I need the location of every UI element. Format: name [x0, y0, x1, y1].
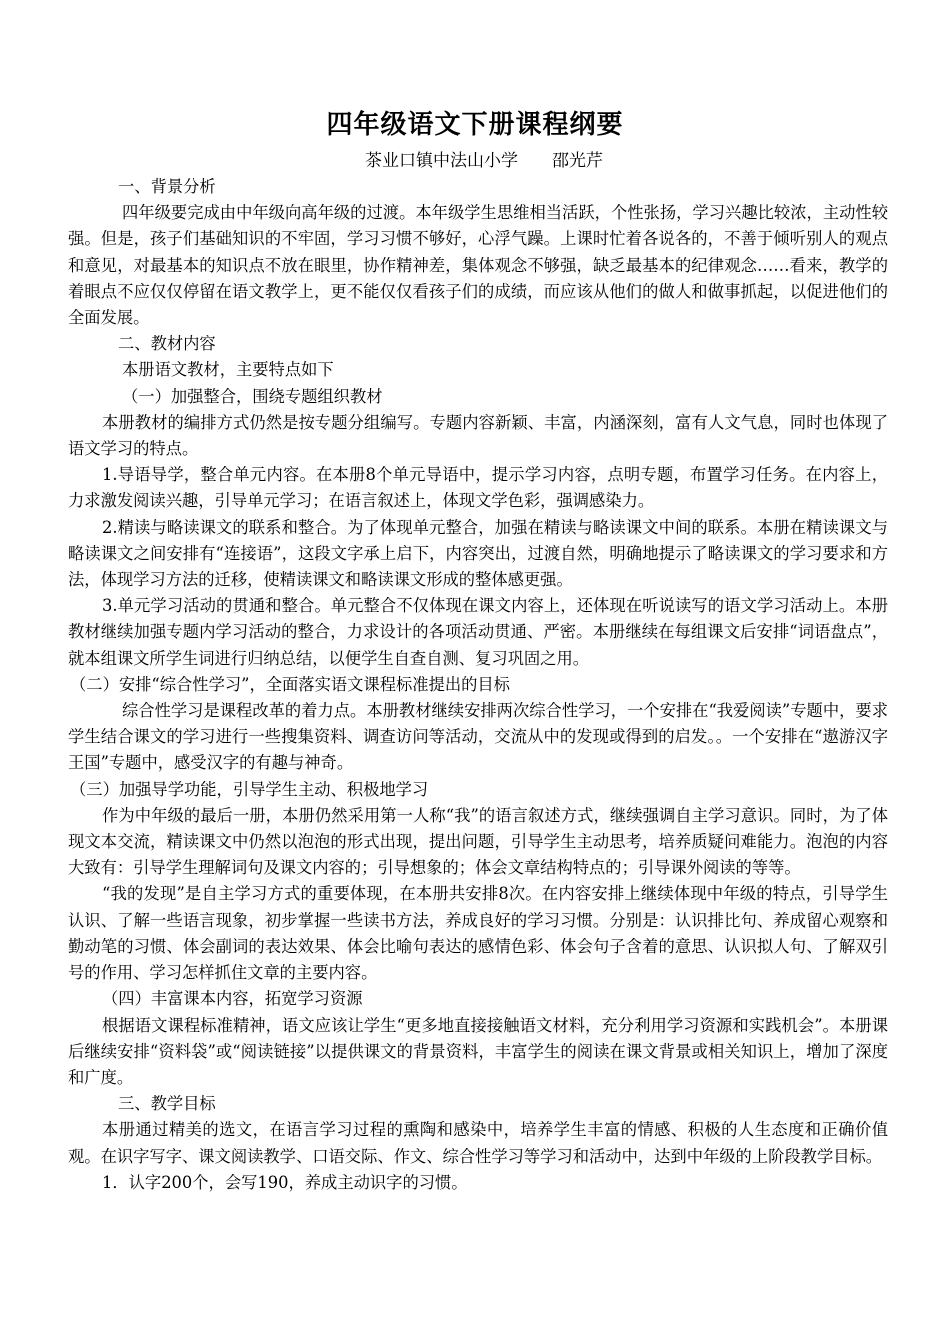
subsection-heading: （二）安排“综合性学习”，全面落实语文课程标准提出的目标 [70, 674, 510, 694]
paragraph: 四年级要完成由中年级向高年级的过渡。本年级学生思维相当活跃，个性张扬，学习兴趣比较浓，主动性较强。但是，孩子们基础知识的不牢固，学习习惯不够好，心浮气躁。上课时忙着各说各的，不善于倾听别人的观点和意见，对最基本的知识点不放在眼里，协作精神差，集体观念不够强，缺乏最基本的纪律观念……看来，教学的着眼点不应仅仅停留在语文教学上，更不能仅仅看孩子们的成绩，而应该从他们的做人和做事抓起，以促进他们的全面发展。 [68, 203, 888, 328]
paragraph: “我的发现”是自主学习方式的重要体现，在本册共安排8次。在内容安排上继续体现中年级的特点，引导学生认识、了解一些语言现象，初步掌握一些读书方法，养成良好的学习习惯。分别是：认识排比句、养成留心观察和勤动笔的习惯、体会副词的表达效果、体会比喻句表达的感情色彩、体会句子含着的意思、认识拟人句、了解双引号的作用、学习怎样抓住文章的主要内容。 [68, 884, 888, 983]
paragraph: 2.精读与略读课文的联系和整合。为了体现单元整合，加强在精读与略读课文中间的联系。本册在精读课文与略读课文之间安排有“连接语”，这段文字承上启下，内容突出，过渡自然，明确地提示了略读课文的学习要求和方法，体现学习方法的迁移，使精读课文和略读课文形成的整体感更强。 [68, 517, 888, 590]
paragraph: 本册通过精美的选文，在语言学习过程的熏陶和感染中，培养学生丰富的情感、积极的人生态度和正确价值观。在识字写字、课文阅读教学、口语交际、作文、综合性学习等学习和活动中，达到中年级的上阶段教学目标。 [68, 1120, 888, 1166]
paragraph: 综合性学习是课程改革的着力点。本册教材继续安排两次综合性学习，一个安排在“我爱阅读”专题中，要求学生结合课文的学习进行一些搜集资料、调查访问等活动，交流从中的发现或得到的启发。。一个安排在“遨游汉字王国”专题中，感受汉字的有趣与神奇。 [68, 701, 888, 773]
paragraph: 作为中年级的最后一册，本册仍然采用第一人称“我”的语言叙述方式，继续强调自主学习意识。同时，为了体现文本交流，精读课文中仍然以泡泡的形式出现，提出问题，引导学生主动思考，培养质疑问难能力。泡泡的内容大致有：引导学生理解词句及课文内容的；引导想象的；体会文章结构特点的；引导课外阅读的等等。 [68, 805, 888, 878]
subsection-heading: （三）加强导学功能，引导学生主动、积极地学习 [70, 779, 429, 799]
paragraph: 本册语文教材，主要特点如下 [122, 360, 334, 380]
paragraph: 3.单元学习活动的贯通和整合。单元整合不仅体现在课文内容上，还体现在听说读写的语文学习活动上。本册教材继续加强专题内学习活动的整合，力求设计的各项活动贯通、严密。本册继续在每组课文后安排“词语盘点”，就本组课文所学生词进行归纳总结，以便学生自查自测、复习巩固之用。 [68, 596, 888, 668]
subsection-heading: （一）加强整合，围绕专题组织教材 [122, 386, 383, 406]
section-heading: 一、背景分析 [118, 177, 216, 196]
paragraph: 本册教材的编排方式仍然是按专题分组编写。专题内容新颖、丰富，内涵深刻，富有人文气息，同时也体现了语文学习的特点。 [68, 412, 888, 459]
document-body [68, 174, 888, 1196]
author-line: 茶业口镇中法山小学 邵光芹 [365, 151, 603, 171]
paragraph: 1.导语导学，整合单元内容。在本册8个单元导语中，提示学习内容，点明专题，布置学习任务。在内容上，力求激发阅读兴趣，引导单元学习；在语言叙述上，体现文学色彩，强调感染力。 [68, 465, 888, 511]
section-heading: 三、教学目标 [118, 1094, 216, 1114]
document-title: 四年级语文下册课程纲要 [326, 110, 624, 140]
section-heading: 二、教材内容 [118, 334, 216, 354]
paragraph: 根据语文课程标准精神，语文应该让学生“更多地直接接触语文材料，充分利用学习资源和实践机会”。本册课后继续安排“资料袋”或“阅读链接”以提供课文的背景资料，丰富学生的阅读在课文背景或相关知识上，增加了深度和广度。 [68, 1015, 888, 1087]
subsection-heading: （四）丰富课本内容，拓宽学习资源 [102, 989, 363, 1009]
paragraph: 1．认字200个，会写190，养成主动识字的习惯。 [102, 1172, 468, 1192]
